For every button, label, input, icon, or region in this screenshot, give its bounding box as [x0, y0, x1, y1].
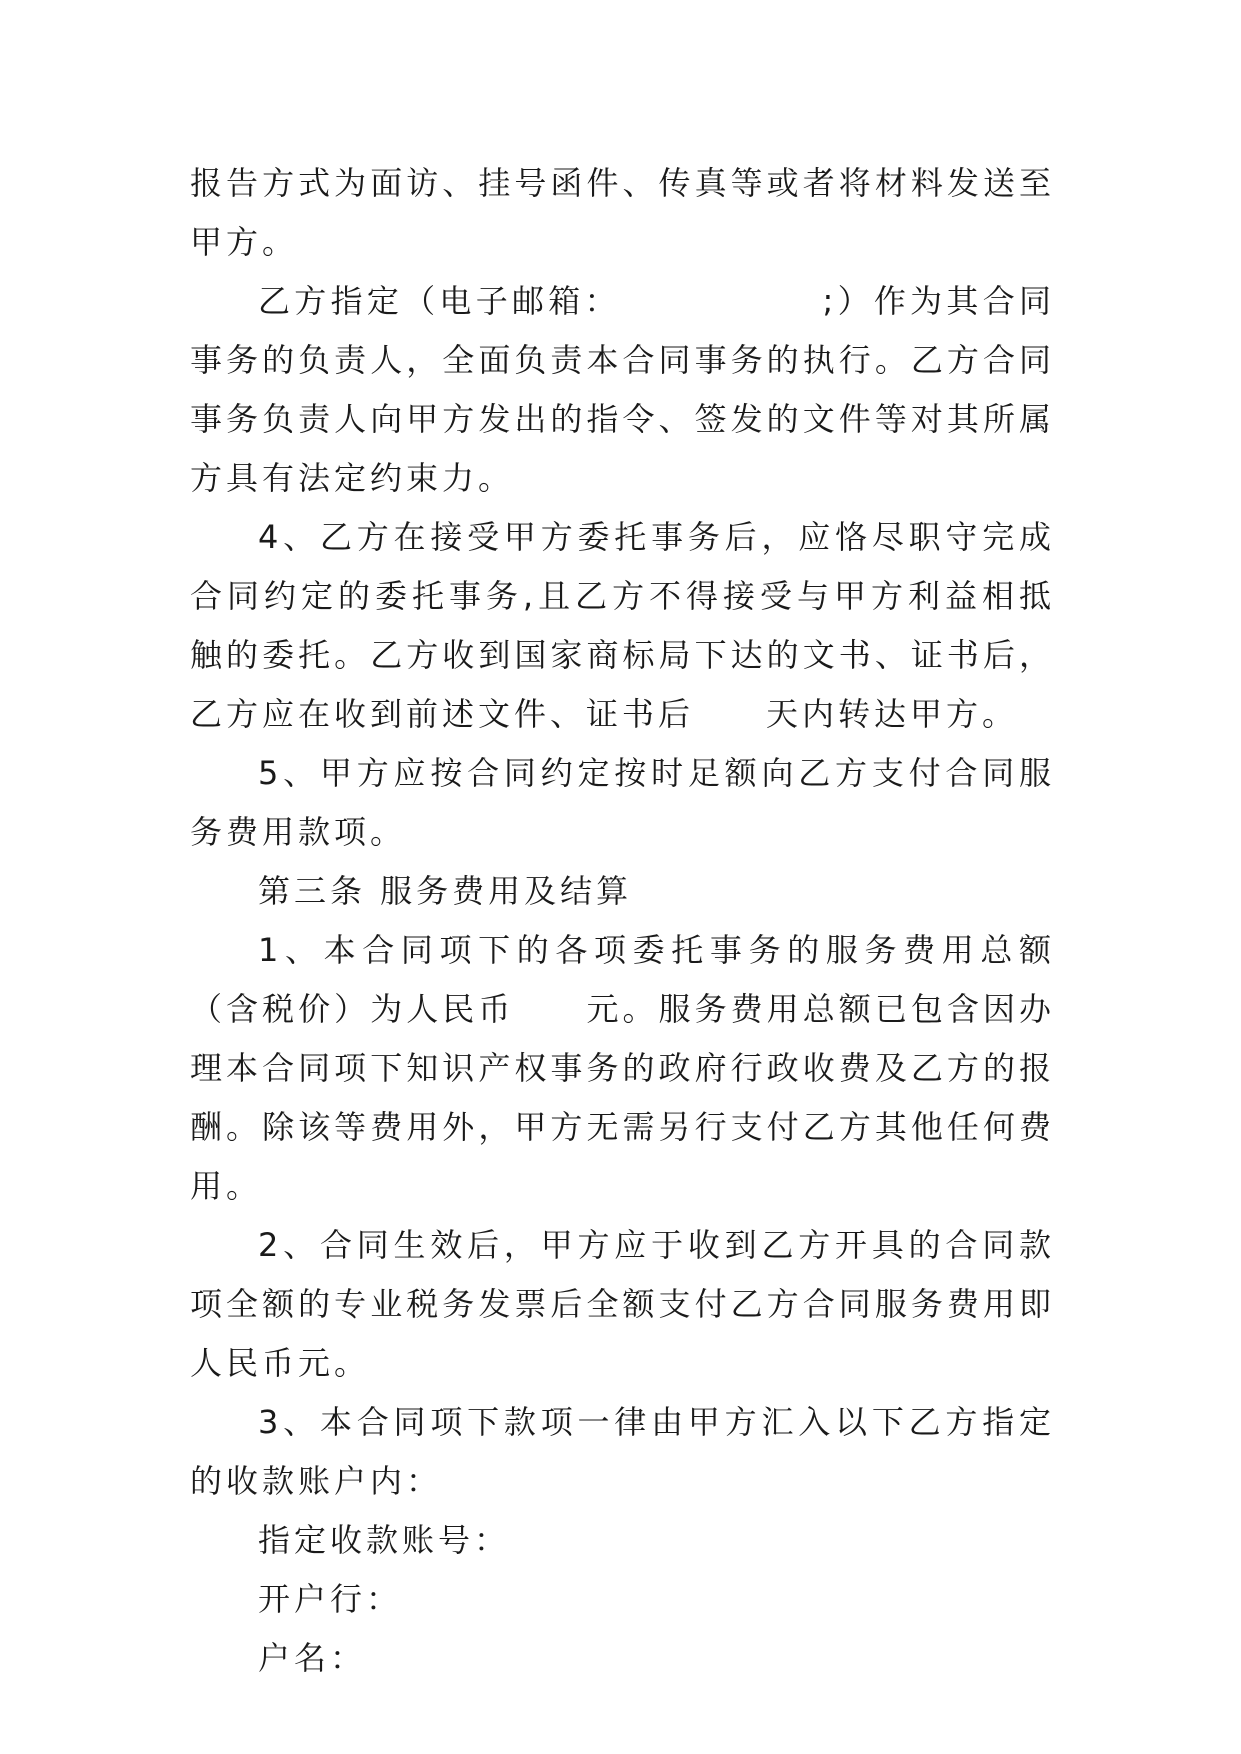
paragraph-fee-clause-2: 2、合同生效后，甲方应于收到乙方开具的合同款项全额的专业税务发票后全额支付乙方合同服务费用即人民币元。 — [190, 1226, 1055, 1382]
field-account-name: 户名： — [258, 1639, 367, 1677]
paragraph-fee-clause-3: 3、本合同项下款项一律由甲方汇入以下乙方指定的收款账户内： — [190, 1403, 1055, 1500]
paragraph-fee-clause-1: 1、本合同项下的各项委托事务的服务费用总额（含税价）为人民币 元。服务费用总额已包含因办理本合同项下知识产权事务的政府行政收费及乙方的报酬。除该等费用外，甲方无需另行支付乙方其他任何费用。 — [190, 931, 1055, 1205]
field-account-number: 指定收款账号： — [258, 1521, 511, 1559]
paragraph-clause-4: 4、乙方在接受甲方委托事务后，应恪尽职守完成合同约定的委托事务,且乙方不得接受与甲方利益相抵触的委托。乙方收到国家商标局下达的文书、证书后，乙方应在收到前述文件、证书后 天内转达甲方。 — [190, 518, 1055, 733]
paragraph-contact-person: 乙方指定（电子邮箱： ;）作为其合同事务的负责人，全面负责本合同事务的执行。乙方合同事务负责人向甲方发出的指令、签发的文件等对其所属方具有法定约束力。 — [190, 282, 1055, 497]
paragraph-clause-5: 5、甲方应按合同约定按时足额向乙方支付合同服务费用款项。 — [190, 754, 1055, 851]
section-heading-article-3: 第三条 服务费用及结算 — [258, 872, 633, 910]
field-bank: 开户行： — [258, 1580, 403, 1618]
paragraph-report-method: 报告方式为面访、挂号函件、传真等或者将材料发送至甲方。 — [190, 164, 1055, 261]
contract-text-body — [190, 154, 1055, 1688]
